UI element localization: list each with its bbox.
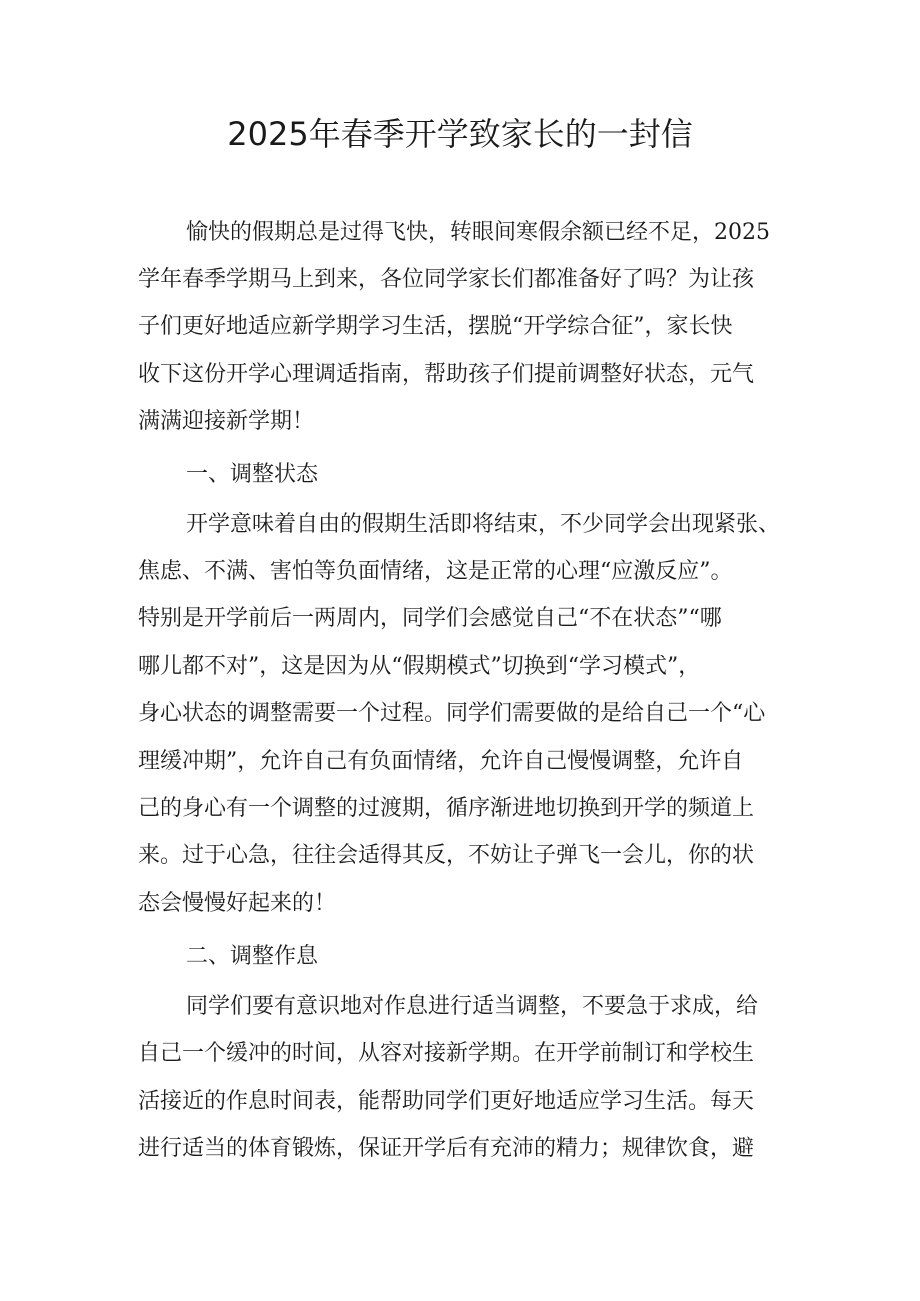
section1-line: 态会慢慢好起来的！: [138, 891, 337, 916]
section1-line: 特别是开学前后一两周内，同学们会感觉自己“不在状态”“哪: [138, 606, 722, 631]
section2-line: 自己一个缓冲的时间，从容对接新学期。在开学前制订和学校生: [138, 1041, 755, 1066]
intro-line: 愉快的假期总是过得飞快，转眼间寒假余额已经不足，2025: [186, 220, 770, 245]
intro-line: 子们更好地适应新学期学习生活，摆脱“开学综合征”，家长快: [138, 314, 733, 339]
section1-line: 理缓冲期”，允许自己有负面情绪，允许自己慢慢调整，允许自: [138, 749, 744, 774]
section2-line: 进行适当的体育锻炼，保证开学后有充沛的精力；规律饮食，避: [138, 1136, 755, 1161]
section1-line: 焦虑、不满、害怕等负面情绪，这是正常的心理“应激反应”。: [138, 559, 733, 584]
section1-line: 哪儿都不对”，这是因为从“假期模式”切换到“学习模式”，: [138, 654, 701, 679]
section-heading: 二、调整作息: [186, 944, 319, 969]
intro-line: 收下这份开学心理调适指南，帮助孩子们提前调整好状态，元气: [138, 362, 755, 387]
section1-line: 来。过于心急，往往会适得其反，不妨让子弹飞一会儿，你的状: [138, 843, 755, 868]
section1-line: 己的身心有一个调整的过渡期，循序渐进地切换到开学的频道上: [138, 796, 755, 821]
section2-line: 同学们要有意识地对作息进行适当调整，不要急于求成，给: [186, 994, 759, 1019]
intro-line: 学年春季学期马上到来，各位同学家长们都准备好了吗？为让孩: [138, 267, 755, 292]
section1-line: 身心状态的调整需要一个过程。同学们需要做的是给自己一个“心: [138, 701, 766, 726]
section-heading: 一、调整状态: [186, 462, 319, 487]
intro-line: 满满迎接新学期！: [138, 409, 315, 434]
section2-line: 活接近的作息时间表，能帮助同学们更好地适应学习生活。每天: [138, 1089, 755, 1114]
section1-line: 开学意味着自由的假期生活即将结束，不少同学会出现紧张、: [186, 512, 781, 537]
document-title: 2025年春季开学致家长的一封信: [227, 115, 693, 153]
